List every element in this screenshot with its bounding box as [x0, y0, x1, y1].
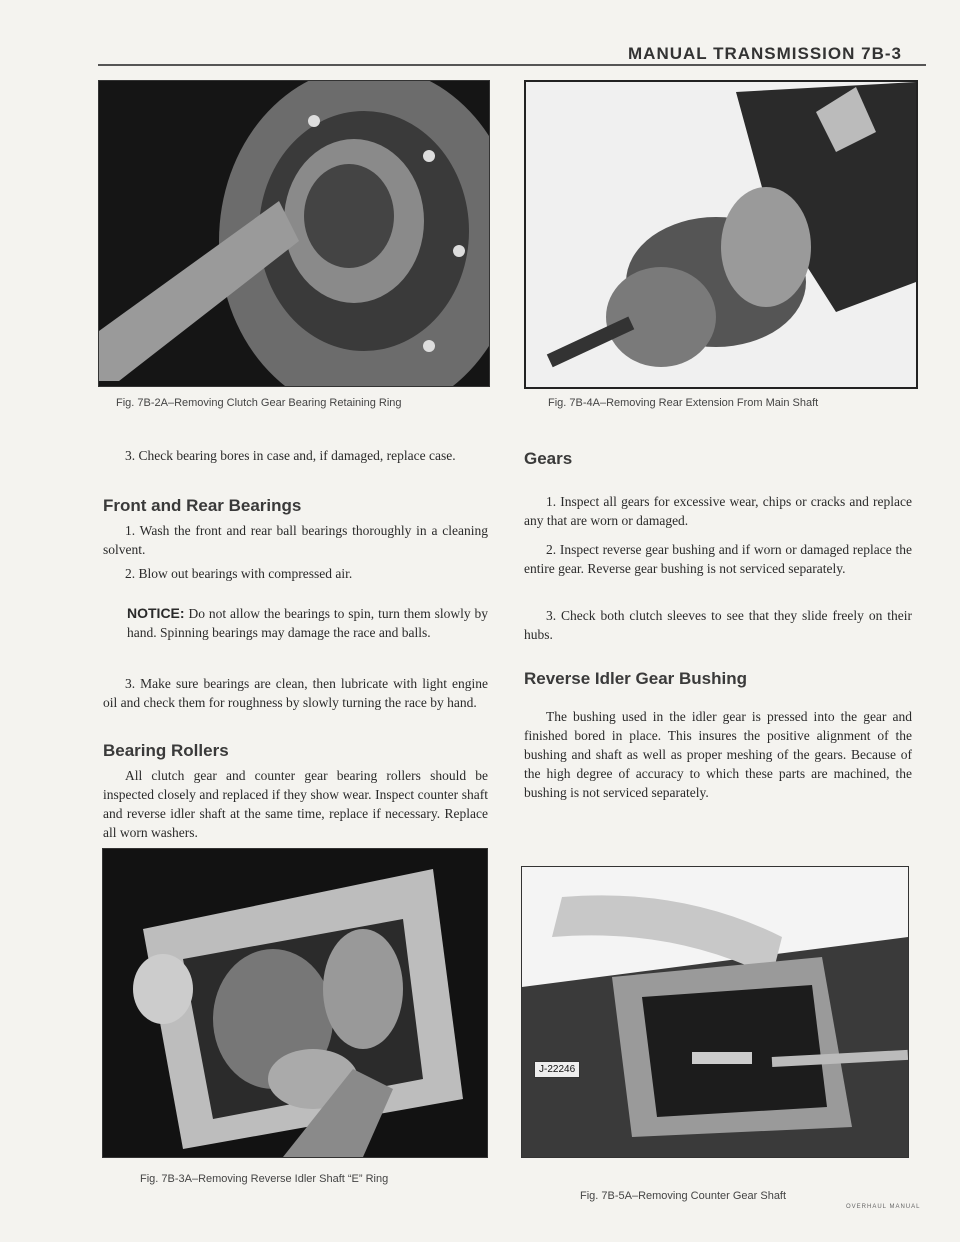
paragraph-idler-gear-bushing: The bushing used in the idler gear is pressed into the gear and finished bored in place. This insures the positive alignment of the bushing and shaft as well as proper meshing of the gears. Because of the high degree of accuracy to which these parts are machined, the bushing is not serviced separately.: [524, 709, 912, 800]
figure-photo-reverse-idler-shaft: [102, 848, 488, 1158]
figure-photo-clutch-gear-bearing: [98, 80, 490, 387]
paragraph-lubricate-bearings: 3. Make sure bearings are clean, then lubricate with light engine oil and check them for roughness by slowly turning the race by hand.: [103, 676, 488, 710]
figure-caption: Fig. 7B-3A–Removing Reverse Idler Shaft “E” Ring: [140, 1173, 389, 1185]
figure-photo-counter-gear-shaft: [521, 866, 909, 1158]
heading-bearing-rollers: Bearing Rollers: [103, 741, 229, 760]
paragraph-reverse-gear-bushing: 2. Inspect reverse gear bushing and if worn or damaged replace the entire gear. Reverse gear bushing is not serviced separately.: [524, 542, 912, 576]
figure-caption: Fig. 7B-4A–Removing Rear Extension From Main Shaft: [548, 397, 819, 409]
figure-caption: Fig. 7B-2A–Removing Clutch Gear Bearing Retaining Ring: [116, 397, 402, 409]
notice-paragraph: [127, 604, 488, 642]
footer-text: OVERHAUL MANUAL: [846, 1204, 921, 1210]
heading-reverse-idler-gear-bushing: Reverse Idler Gear Bushing: [524, 669, 747, 688]
figure-caption: Fig. 7B-5A–Removing Counter Gear Shaft: [580, 1190, 787, 1202]
notice-label: NOTICE:: [127, 605, 185, 621]
paragraph-check-bearing-bores: 3. Check bearing bores in case and, if damaged, replace case.: [125, 448, 456, 463]
header-rule: [98, 64, 926, 66]
paragraph-wash-bearings: 1. Wash the front and rear ball bearings thoroughly in a cleaning solvent.: [103, 523, 488, 557]
notice-text: Do not allow the bearings to spin, turn them slowly by hand. Spinning bearings may damage the race and balls.: [127, 606, 489, 640]
heading-front-rear-bearings: Front and Rear Bearings: [103, 496, 302, 515]
paragraph-clutch-sleeves: 3. Check both clutch sleeves to see that they slide freely on their hubs.: [524, 608, 912, 642]
paragraph-inspect-gears: 1. Inspect all gears for excessive wear, chips or cracks and replace any that are worn or damaged.: [524, 494, 912, 528]
heading-gears: Gears: [524, 449, 573, 468]
figure-photo-rear-extension: [524, 80, 918, 389]
page-header: MANUAL TRANSMISSION 7B-3: [628, 44, 902, 63]
tool-label: J-22246: [534, 1061, 580, 1078]
paragraph-blow-out-bearings: 2. Blow out bearings with compressed air.: [125, 566, 353, 581]
paragraph-bearing-rollers: All clutch gear and counter gear bearing rollers should be inspected closely and replaced if they show wear. Inspect counter shaft and reverse idler shaft at the same time, replace if necessary. Replace all worn washers.: [103, 768, 488, 840]
